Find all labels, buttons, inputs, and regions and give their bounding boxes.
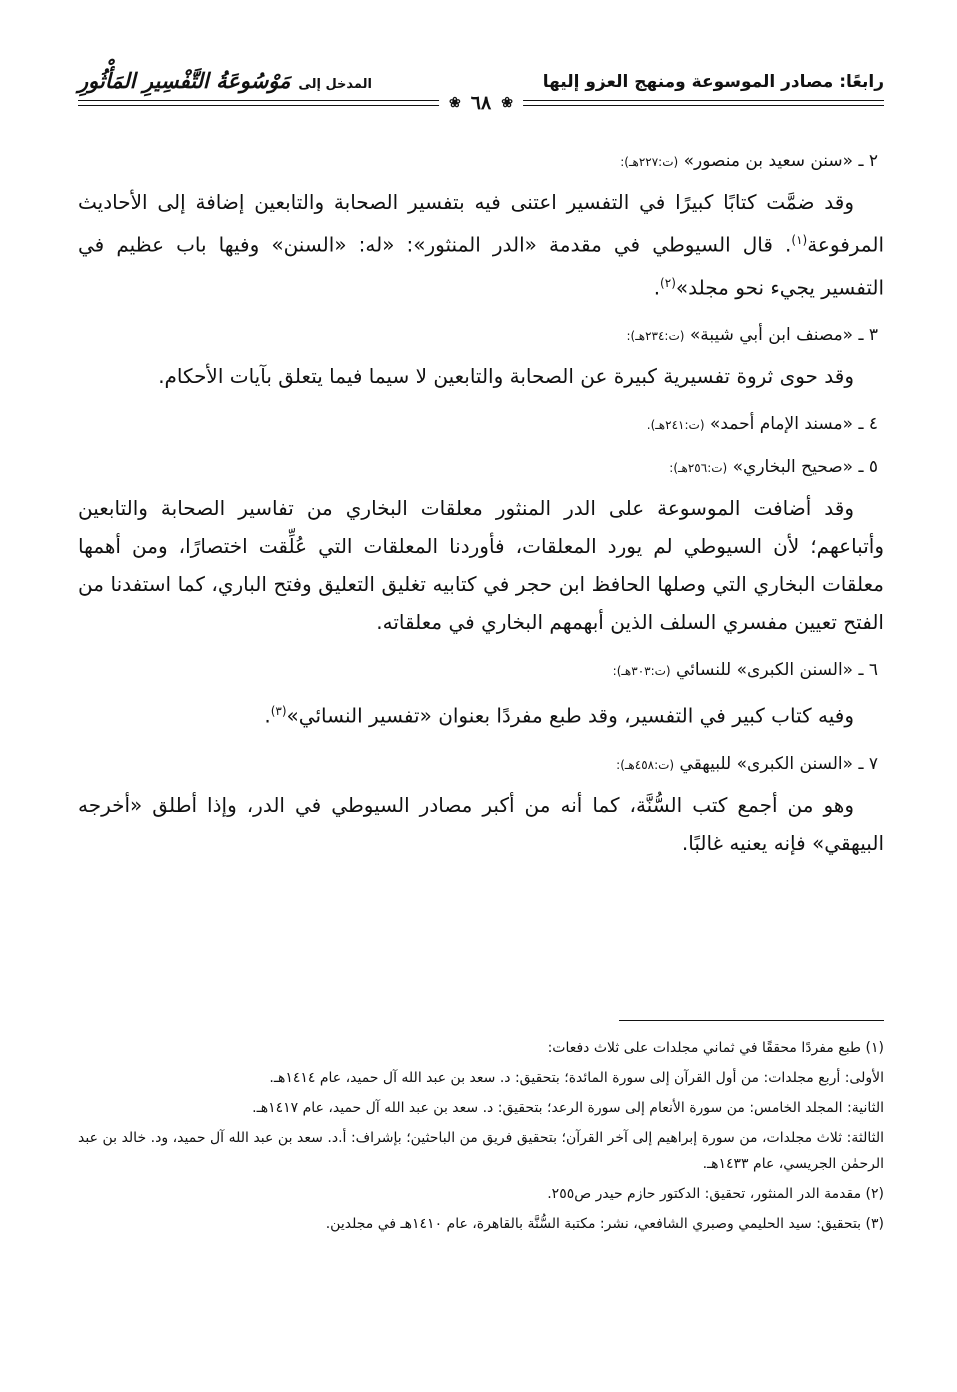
- item-paragraph: وهو من أجمع كتب السُّنَّة، كما أنه من أكبر مصادر السيوطي في الدر، وإذا أطلق «أخرجه البيهقي» فإنه يعنيه غالبًا.: [78, 792, 884, 855]
- item-date: (ت:٢٣٤هـ):: [626, 329, 685, 344]
- item-paragraph: [78, 692, 884, 735]
- item-title: ٢ ـ «سنن سعيد بن منصور»: [683, 151, 878, 171]
- footnote-separator: [619, 1020, 884, 1021]
- item-heading: [78, 655, 884, 686]
- paragraph-text: . قال السيوطي في مقدمة «الدر المنثور»: «له: «السنن» وفيها باب عظيم في التفسير يجيء نحو مجلد»: [78, 232, 884, 300]
- page-number: ٦٨: [470, 92, 492, 114]
- brand-logo: مَوْسُوعَةُ التَّفْسِيرِ المَأْثُورِ: [78, 68, 291, 93]
- item-heading: [78, 749, 884, 780]
- footnote: الثانية: المجلد الخامس: من سورة الأنعام إلى سورة الرعد؛ بتحقيق: د. سعد بن عبد الله آل حميد، عام ١٤١٧هـ.: [252, 1100, 884, 1116]
- footnote-ref[interactable]: (١): [791, 233, 808, 247]
- item-date: (ت:٤٥٨هـ):: [616, 757, 675, 772]
- paragraph-text: .: [264, 703, 271, 728]
- item-heading: [78, 452, 884, 483]
- item-title: ٦ ـ «السنن الكبرى» للنسائي: [676, 660, 878, 681]
- main-text: [78, 146, 884, 876]
- footnote: (١) طبع مفردًا محققًا في ثماني مجلدات على ثلاث دفعات:: [547, 1040, 884, 1056]
- ornament-icon: ❀: [449, 95, 461, 111]
- paragraph-text: وفيه كتاب كبير في التفسير، وقد طبع مفردًا بعنوان «تفسير النسائي»: [286, 703, 854, 728]
- item-title: ٤ ـ «مسند الإمام أحمد»: [709, 414, 878, 435]
- intro-label: المدخل إلى: [298, 77, 372, 92]
- footnotes: [78, 1035, 884, 1241]
- item-date: (ت:٢٥٦هـ):: [669, 461, 728, 476]
- paragraph-text: .: [653, 275, 661, 300]
- item-paragraph: وقد حوى ثروة تفسيرية كبيرة عن الصحابة والتابعين لا سيما فيما يتعلق بآيات الأحكام.: [158, 364, 854, 389]
- item-date: (ت:٢٤١هـ).: [646, 418, 705, 433]
- page-number-block: [439, 92, 523, 114]
- item-paragraph: وقد أضافت الموسوعة على الدر المنثور معلقات البخاري من تفاسير الصحابة والتابعين وأتباعهم؛ لأن السيوطي لم يورد المعلقات، فأوردنا المعلقات التي عُلِّقت اختصارًا، ومن أهمها معلقات البخاري التي وصلها الحافظ ابن حجر في كتابيه تغليق التعليق وفتح الباري، كما استفدنا من الفتح تعيين مفسري السلف الذين أبهمهم البخاري في معلقاته.: [78, 496, 884, 635]
- footnote: الأولى: أربع مجلدات: من أول القرآن إلى سورة المائدة؛ بتحقيق: د. سعد بن عبد الله آل حميد، عام ١٤١٤هـ.: [269, 1070, 884, 1086]
- item-paragraph: [78, 183, 884, 306]
- item-heading: [78, 146, 884, 177]
- footnote-ref[interactable]: (٢): [660, 275, 676, 290]
- book-page: [78, 60, 884, 1360]
- item-title: ٥ ـ «صحيح البخاري»: [732, 457, 878, 478]
- ornament-icon: ❀: [501, 95, 513, 111]
- book-title: [78, 68, 372, 93]
- page-header: [78, 60, 884, 124]
- footnote: الثالثة: ثلاث مجلدات، من سورة إبراهيم إلى آخر القرآن؛ بتحقيق فريق من الباحثين؛ بإشراف: أ.د. سعد بن عبد الله آل حميد، ود. خالد بن عبد الرحمٰن الجريسي، عام ١٤٣٣هـ.: [78, 1130, 884, 1172]
- item-heading: [78, 409, 884, 440]
- paragraph-text: وقد ضمَّت كتابًا كبيرًا في التفسير اعتنى فيه بتفسير الصحابة والتابعين إضافة إلى الأحاديث المرفوعة: [78, 190, 884, 257]
- footnote: (٢) مقدمة الدر المنثور، تحقيق: الدكتور حازم حيدر ص٢٥٥.: [547, 1186, 884, 1202]
- item-date: (ت:٣٠٣هـ):: [612, 664, 671, 679]
- item-heading: [78, 320, 884, 351]
- footnote: (٣) بتحقيق: سيد الحليمي وصبري الشافعي، نشر: مكتبة السُّنَّة بالقاهرة، عام ١٤١٠هـ في مجلدين.: [325, 1216, 884, 1232]
- footnote-ref[interactable]: (٣): [270, 704, 287, 719]
- item-title: ٣ ـ «مصنف ابن أبي شيبة»: [689, 325, 878, 346]
- item-title: ٧ ـ «السنن الكبرى» للبيهقي: [679, 753, 878, 774]
- section-title: رابعًا: مصادر الموسوعة ومنهج العزو إليها: [542, 72, 884, 92]
- item-date: (ت:٢٢٧هـ):: [620, 155, 679, 169]
